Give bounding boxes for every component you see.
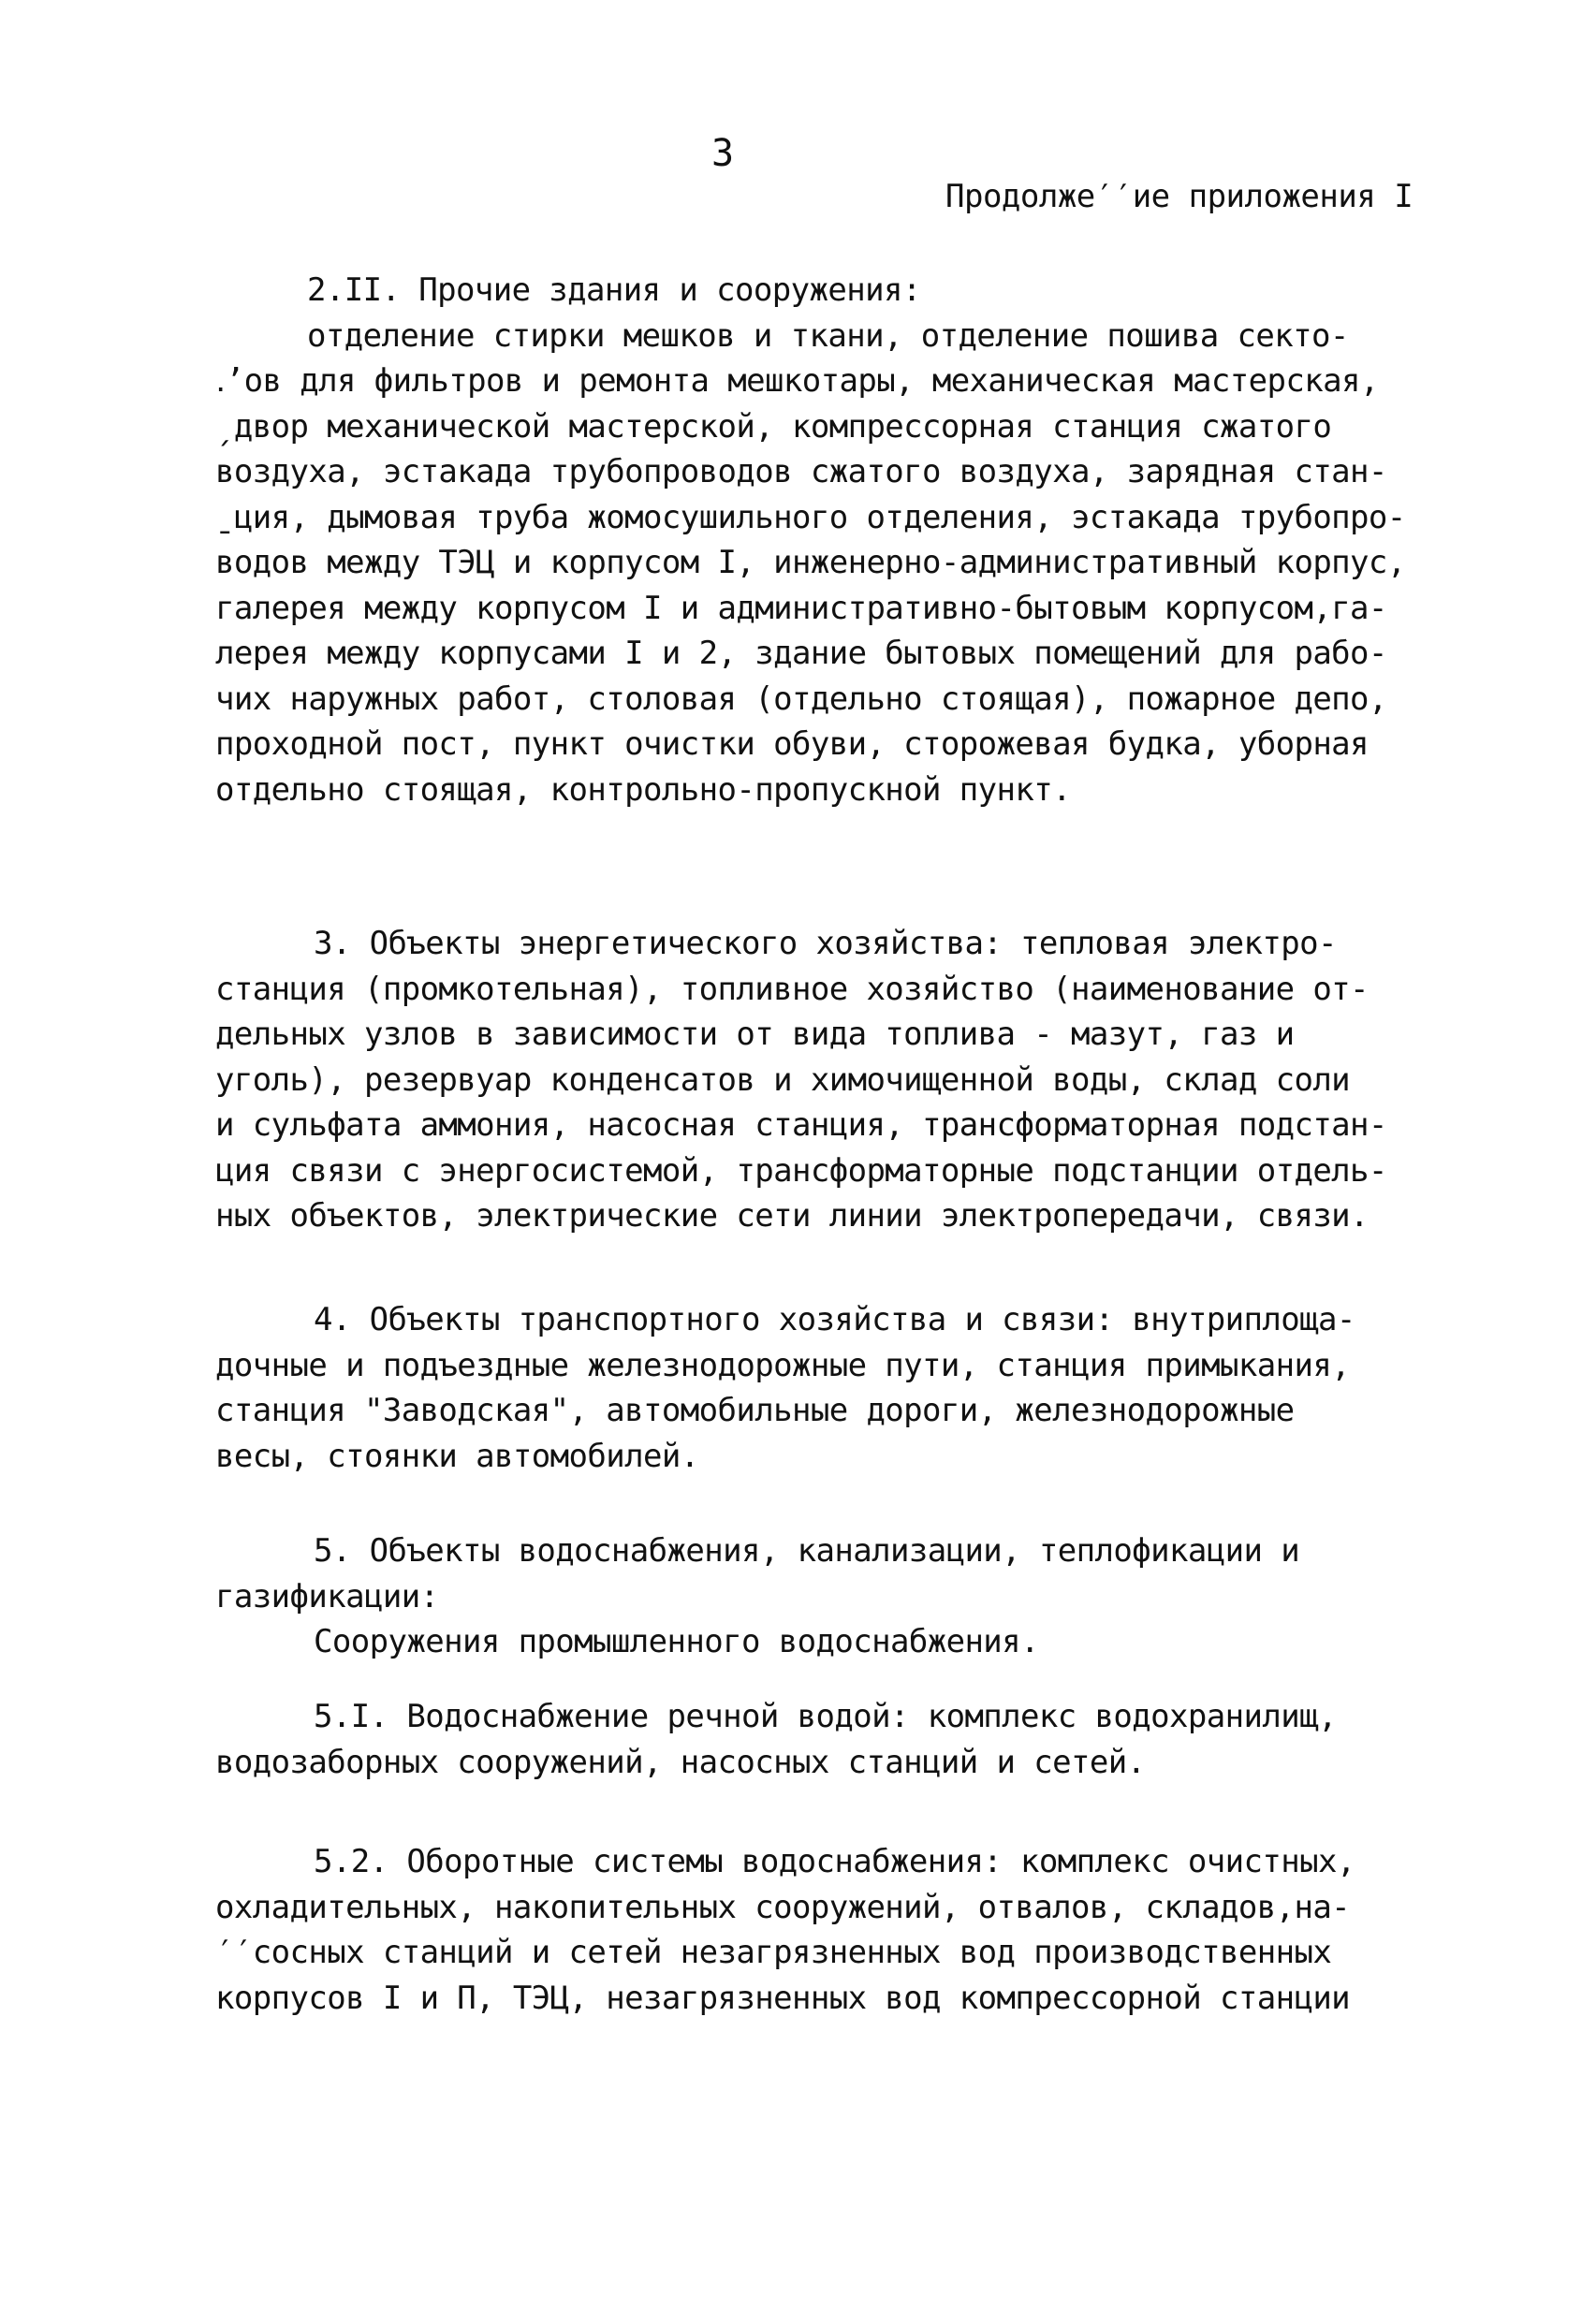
section-5 [215, 1528, 1404, 1665]
text-line: уголь), резервуар конденсатов и химочищенной воды, склад соли [215, 1060, 1351, 1099]
section-heading: 5.I. Водоснабжение речной водой: комплекс водохранилищ, [314, 1698, 1337, 1735]
text-line: ․’ов для фильтров и ремонта мешкотары, механическая мастерская, [215, 362, 1379, 400]
text-line: корпусов I и П, ТЭЦ, незагрязненных вод компрессорной станции [215, 1979, 1351, 2017]
text-line: газификации: [215, 1577, 439, 1615]
text-line: Сооружения промышленного водоснабжения. [314, 1623, 1039, 1660]
text-line: водов между ТЭЦ и корпусом I, инженерно-административный корпус, [215, 544, 1406, 581]
text-line: ′′сосных станций и сетей незагрязненных вод производственных [215, 1934, 1332, 1971]
section-heading: 3. Объекты энергетического хозяйства: тепловая электро- [314, 925, 1337, 962]
appendix-continuation-header: Продолже′′ие приложения I [945, 178, 1414, 215]
text-line: станция "Заводская", автомобильные дороги, железнодорожные [215, 1392, 1295, 1429]
section-heading: 5. Объекты водоснабжения, канализации, теплофикации и [314, 1532, 1300, 1570]
section-5-1 [215, 1694, 1404, 1785]
text-line: ных объектов, электрические сети линии электропередачи, связи. [215, 1197, 1369, 1235]
section-heading: 5.2. Оборотные системы водоснабжения: комплекс очистных, [314, 1843, 1355, 1880]
section-2-11 [215, 268, 1404, 812]
section-4 [215, 1297, 1404, 1479]
text-line: станция (промкотельная), топливное хозяйство (наименование от- [215, 970, 1369, 1008]
text-line: чих наружных работ, столовая (отдельно стоящая), пожарное депо, [215, 680, 1387, 718]
text-line: проходной пост, пункт очистки обуви, сторожевая будка, уборная [215, 725, 1369, 763]
section-heading: 2.II. Прочие здания и сооружения: [307, 271, 921, 309]
text-line: дельных узлов в зависимости от вида топлива - мазут, газ и [215, 1016, 1295, 1053]
text-line: отделение стирки мешков и ткани, отделение пошива секто- [307, 316, 1349, 355]
page-number: 3 [711, 132, 735, 175]
text-line: отдельно стоящая, контрольно-пропускной пункт. [215, 770, 1072, 809]
text-line: ˍция, дымовая труба жомосушильного отделения, эстакада трубопро- [215, 498, 1406, 536]
text-line: охладительных, накопительных сооружений, отвалов, складов,на- [215, 1888, 1351, 1926]
text-line: дочные и подъездные железнодорожные пути, станция примыкания, [215, 1346, 1351, 1384]
text-line: ˏдвор механической мастерской, компрессорная станция сжатого [215, 407, 1332, 446]
text-line: воздуха, эстакада трубопроводов сжатого воздуха, зарядная стан- [215, 453, 1387, 490]
text-line: лерея между корпусами I и 2, здание бытовых помещений для рабо- [215, 635, 1387, 672]
text-line: галерея между корпусом I и административно-бытовым корпусом,га- [215, 589, 1387, 627]
section-5-2 [215, 1839, 1404, 2021]
section-heading: 4. Объекты транспортного хозяйства и связи: внутриплоща- [314, 1301, 1355, 1338]
text-line: ция связи с энергосистемой, трансформаторные подстанции отдель- [215, 1151, 1387, 1190]
text-line: водозаборных сооружений, насосных станций и сетей. [215, 1743, 1146, 1781]
text-line: и сульфата аммония, насосная станция, трансформаторная подстан- [215, 1106, 1387, 1144]
text-line: весы, стоянки автомобилей. [215, 1437, 699, 1475]
section-3 [215, 921, 1404, 1239]
